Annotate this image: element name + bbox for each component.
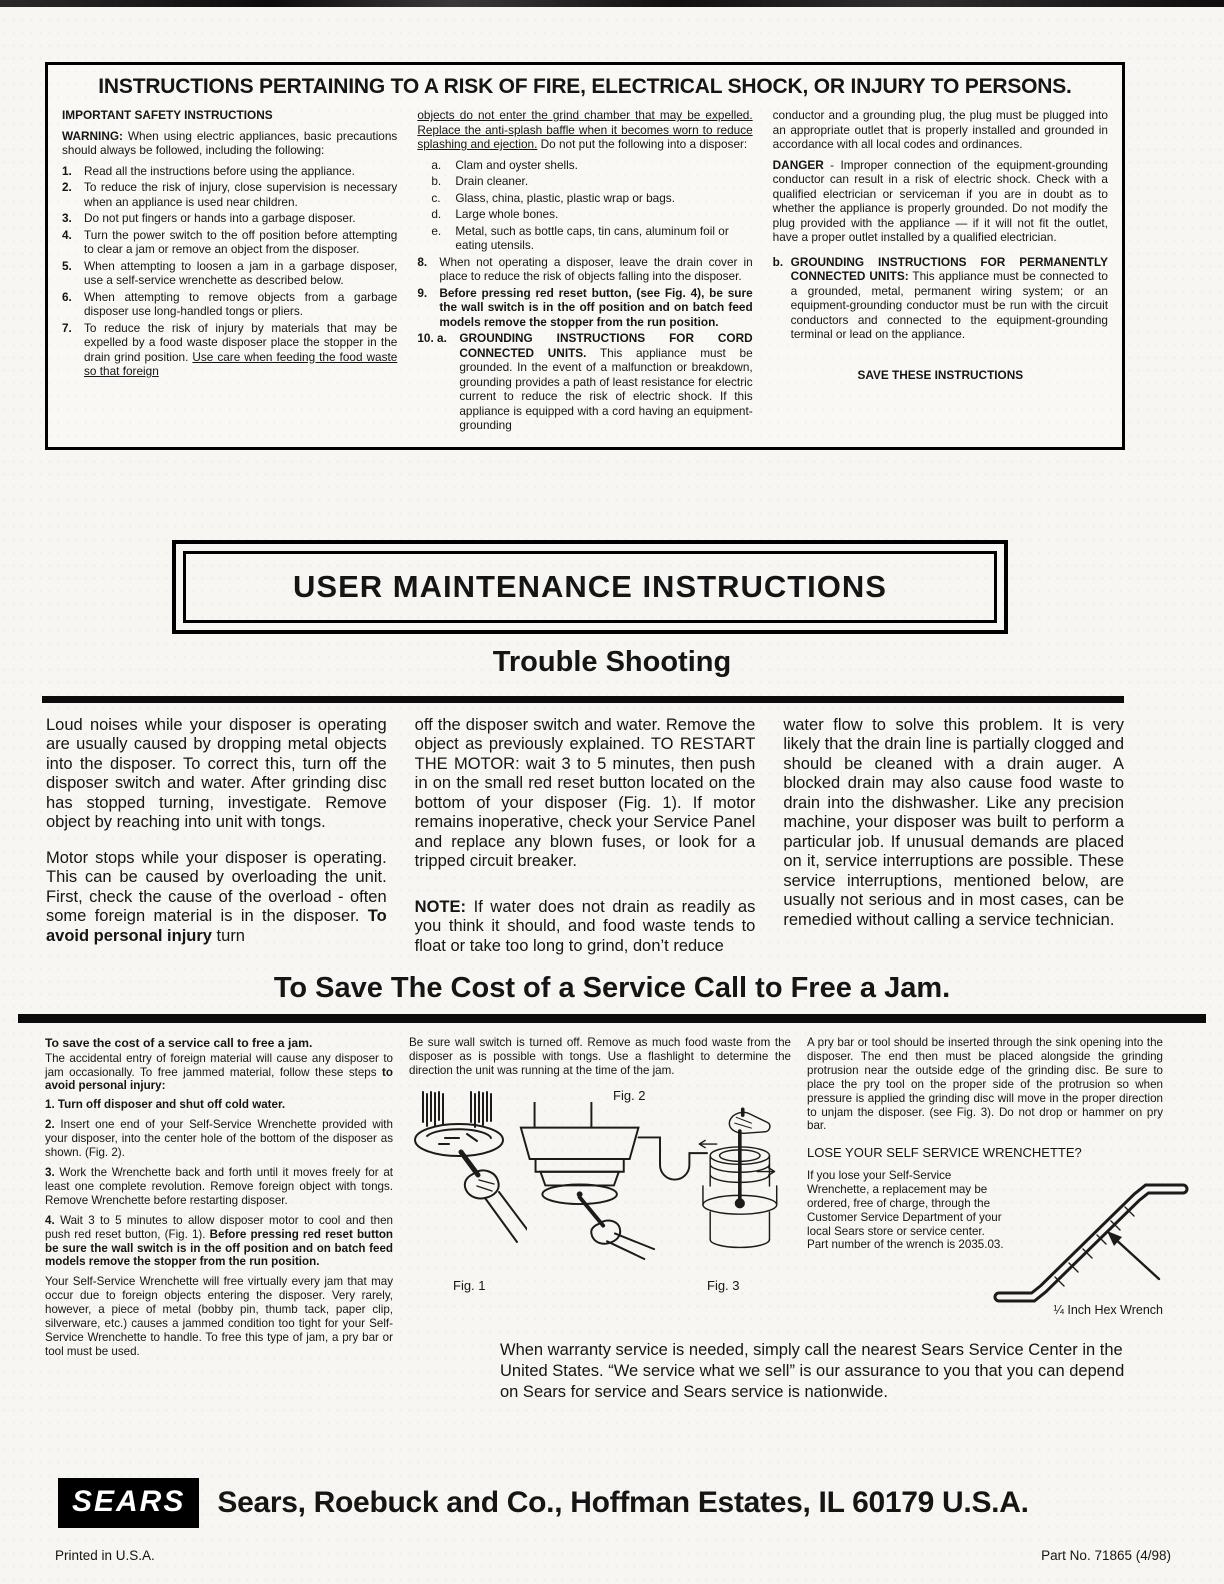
fig2-disposer-illustration <box>513 1102 709 1264</box>
letter: b. <box>431 174 442 188</box>
letter-text: Metal, such as bottle caps, tin cans, aluminum foil or eating utensils. <box>455 223 729 252</box>
motor-stops-tail: turn <box>211 926 245 945</box>
lead-underlined-text: objects do not enter the grind chamber that may be expelled. Replace the anti-splash baffle when it becomes worn to reduce splashing and ejection. <box>417 108 753 151</box>
letter-item-c <box>431 191 752 206</box>
trouble-col-3 <box>783 716 1124 972</box>
grounding-permanent-label: GROUNDING INSTRUCTIONS FOR PERMANENTLY CONNECTED UNITS: <box>790 254 1108 283</box>
item-text-underlined: Use care when feeding the food waste so that foreign <box>84 349 398 378</box>
warranty-paragraph: When warranty service is needed, simply call the nearest Sears Service Center in the United States. “We service what we sell” is our assurance to you that you can depend on Sears for service and Sears service is nationwide. <box>500 1341 1125 1402</box>
pry-bar-paragraph: A pry bar or tool should be inserted through the sink opening into the disposer. The end then must be placed alongside the grinding protrusion near the outside edge of the grinding disc. Be sure to place the pry tool on the proper side of the protrusion so when pressure is applied the grinding disc will move in the proper direction to unjam the disposer. (see Fig. 3). Do not drop or hammer on pry bar. <box>807 1036 1163 1133</box>
letter-item-d <box>431 207 752 222</box>
motor-stops-text: Motor stops while your disposer is operating. This can be caused by overloading the unit. First, check the cause of the overload - often some foreign material is in the disposer. <box>46 848 387 926</box>
safety-item-3 <box>62 211 397 226</box>
figures-area <box>409 1086 791 1304</box>
safety-instructions-box <box>45 62 1125 450</box>
step-text-bold: Before pressing red reset button be sure the wall switch is in the off position and on batch feed models remove the stopper from the run position. <box>45 1227 393 1269</box>
jam-step-1 <box>45 1098 393 1112</box>
step-number: 2. <box>45 1118 55 1132</box>
hex-wrench-label: ¼ Inch Hex Wrench <box>1053 1302 1163 1317</box>
lead-rest-text: Do not put the following into a disposer: <box>537 137 748 151</box>
warning-label: WARNING: <box>62 128 123 143</box>
item-number: 4. <box>62 227 72 242</box>
item-text-bold: Before pressing red reset button, (see Fig. 4), be sure the wall switch is in the off position and on batch feed models remove the stopper from the run position. <box>439 285 753 329</box>
safety-item-9 <box>417 286 752 330</box>
item-text: Read all the instructions before using the appliance. <box>84 163 355 178</box>
loud-noises-paragraph: Loud noises while your disposer is operating are usually caused by dropping metal objects into the disposer. To correct this, turn off the disposer switch and water. After grinding disc has stopped turning, investigate. Remove object by reaching into unit with tongs. <box>46 716 387 832</box>
item-text-plain: To reduce the risk of injury by materials that may be expelled by a food waste disposer place the stopper in the drain grind position. <box>84 320 398 364</box>
safety-item-1 <box>62 164 397 179</box>
item-text: Do not put fingers or hands into a garbage disposer. <box>84 211 356 225</box>
safety-item-4 <box>62 228 397 257</box>
safety-col-1 <box>62 108 397 435</box>
printed-in-usa: Printed in U.S.A. <box>55 1548 155 1563</box>
danger-text: - Improper connection of the equipment-grounding conductor can result in a risk of electric shock. Check with a qualified electrician or serviceman if you are in doubt as to whether the appliance is properly grounded. Do not modify the plug provided with the appliance — if it will not fit the outlet, have a proper outlet installed by a qualified electrician. <box>772 157 1108 244</box>
fig2-label: Fig. 2 <box>613 1087 646 1103</box>
item-text: Turn the power switch to the off position before attempting to clear a jam or remove an object from the disposer. <box>84 227 398 256</box>
section-rule <box>18 1014 1206 1023</box>
item-text: When not operating a disposer, leave the drain cover in place to reduce the risk of objects falling into the disposer. <box>439 254 753 283</box>
jam-col-3 <box>807 1036 1163 1364</box>
jam-section-title: To Save The Cost of a Service Call to Free a Jam. <box>273 972 951 1004</box>
page-footer <box>55 1548 1171 1563</box>
fig1-wrenchette-illustration <box>409 1090 527 1262</box>
lose-wrenchette-block <box>807 1169 1163 1324</box>
lose-wrenchette-heading: LOSE YOUR SELF SERVICE WRENCHETTE? <box>807 1145 1082 1161</box>
warning-paragraph <box>62 129 397 158</box>
jam-step-4 <box>45 1214 393 1270</box>
section-rule <box>42 696 1124 703</box>
letter: e. <box>431 223 442 238</box>
item-number: 9. <box>417 285 428 300</box>
avoid-injury-bold: To avoid personal injury <box>46 907 387 945</box>
letter: c. <box>431 190 441 205</box>
sears-address: Sears, Roebuck and Co., Hoffman Estates, IL 60179 U.S.A. <box>217 1486 1029 1519</box>
letter: a. <box>431 157 442 172</box>
trouble-shooting-columns <box>46 716 1124 972</box>
jam-step-2 <box>45 1118 393 1160</box>
jam-columns <box>45 1036 1163 1364</box>
letter-item-a <box>431 158 752 173</box>
grounding-cord-text: This appliance must be grounded. In the event of a malfunction or breakdown, grounding provides a path of least resistance for electric current to reduce the risk of electric shock. If this appliance is equipped with a cord having an equipment-grounding <box>459 345 753 432</box>
safety-item-6 <box>62 290 397 319</box>
trouble-shooting-title: Trouble Shooting <box>492 646 732 678</box>
letter-item-e <box>431 224 752 253</box>
step-text: Insert one end of your Self-Service Wrenchette provided with your disposer, into the center hole of the bottom of the disposer as shown. (Fig. 2). <box>45 1118 393 1160</box>
important-safety-heading: IMPORTANT SAFETY INSTRUCTIONS <box>62 108 273 122</box>
hex-wrench-figure <box>1005 1169 1163 1324</box>
grounding-permanent-text: This appliance must be connected to a grounded, metal, permanent wiring system; or an equipment-grounding conductor must be run with the circuit conductors and connected to the equipment-grounding terminal or lead on the appliance. <box>790 269 1108 341</box>
safety-title: INSTRUCTIONS PERTAINING TO A RISK OF FIRE, ELECTRICAL SHOCK, OR INJURY TO PERSONS. <box>98 75 1072 98</box>
lose-wrenchette-text: If you lose your Self-Service Wrenchette, a replacement may be ordered, free of charge, through the Customer Service Department of your local Sears store or service center. Part number of the wrench is 2035.03. <box>807 1168 1004 1252</box>
note-label: NOTE: <box>414 897 467 916</box>
part-number: Part No. 71865 (4/98) <box>1041 1548 1171 1563</box>
letter-text: Glass, china, plastic, plastic wrap or bags. <box>455 190 675 205</box>
safety-item-b <box>773 255 1108 342</box>
letter-text: Large whole bones. <box>455 207 559 221</box>
item-letter: b. <box>772 254 784 269</box>
safety-columns <box>62 108 1108 435</box>
jam-step-3 <box>45 1166 393 1208</box>
item-text <box>84 321 397 379</box>
user-maintenance-title: USER MAINTENANCE INSTRUCTIONS <box>183 551 997 623</box>
jam-intro-paragraph <box>45 1052 393 1094</box>
safety-item-5 <box>62 259 397 288</box>
item-text <box>791 255 1108 342</box>
step-number: 4. <box>45 1213 55 1227</box>
item-text: When attempting to remove objects from a garbage disposer use long-handled tongs or pliers. <box>84 289 398 318</box>
sears-row <box>58 1478 1029 1528</box>
save-these-instructions: SAVE THESE INSTRUCTIONS <box>857 367 1024 382</box>
letter-text: Drain cleaner. <box>455 174 529 188</box>
grind-chamber-paragraph <box>417 108 752 152</box>
step-text: Work the Wrenchette back and forth until it moves freely for at least one complete revolution. Remove foreign object with tongs. Remove Wrenchette before restarting disposer. <box>45 1165 393 1207</box>
trouble-col-1 <box>46 716 387 972</box>
item-text: When attempting to loosen a jam in a garbage disposer, use a self-service wrenchette as described below. <box>84 258 398 287</box>
item-text: To reduce the risk of injury, close supervision is necessary when an appliance is used near children. <box>84 180 398 209</box>
restart-motor-paragraph: off the disposer switch and water. Remove the object as previously explained. TO RESTART THE MOTOR: wait 3 to 5 minutes, then push in on the small red reset button located on the bottom of your disposer (Fig. 1). If motor remains inoperative, check your Service Panel and replace any blown fuses, or look for a tripped circuit breaker. <box>414 716 756 871</box>
jam-col-1 <box>45 1036 393 1364</box>
step-number: 3. <box>45 1165 55 1179</box>
sears-logo: SEARS <box>58 1478 199 1528</box>
step-number: 1. <box>45 1098 55 1112</box>
note-text: If water does not drain as readily as you think it should, and food waste tends to float or take too long to grind, don’t reduce <box>414 897 756 955</box>
jam-intro-bold: to avoid personal injury: <box>45 1065 393 1093</box>
item-number: 8. <box>417 254 428 269</box>
item-number: 2. <box>62 180 72 194</box>
letter-text: Clam and oyster shells. <box>455 157 578 172</box>
warning-text: When using electric appliances, basic precautions should always be followed, including the following: <box>62 128 398 157</box>
item-text <box>459 331 752 433</box>
fig1-label: Fig. 1 <box>453 1277 486 1293</box>
item-number: 3. <box>62 211 72 225</box>
jam-closing-paragraph: Your Self-Service Wrenchette will free virtually every jam that may occur due to foreign objects entering the disposer. Very rarely, however, a piece of metal (bobby pin, thumb tack, paper clip, silverware, etc.) causes a jammed condition too tight for your Self-Service Wrenchette to handle. To free this type of jam, a pry bar or tool must be used. <box>45 1275 393 1358</box>
water-flow-paragraph: water flow to solve this problem. It is very likely that the drain line is partially clogged and should be cleaned with a drain auger. A blocked drain may also cause food waste to drain into the dishwasher. Like any precision machine, your disposer was built to perform a particular job. If unusual demands are placed on it, service interruptions are possible. These service interruptions, mentioned below, are usually not serious and in most cases, can be remedied without calling a service technician. <box>783 716 1125 929</box>
wall-switch-paragraph: Be sure wall switch is turned off. Remove as much food waste from the disposer as is possible with tongs. Use a flashlight to determine the direction the unit was running at the time of the jam. <box>409 1036 791 1077</box>
item-number: 5. <box>62 258 72 273</box>
scan-artifact-bar <box>0 0 1224 7</box>
conductor-paragraph: conductor and a grounding plug, the plug must be plugged into an appropriate outlet that is properly installed and grounded in accordance with all local codes and ordinances. <box>772 108 1108 151</box>
item-number: 7. <box>62 320 72 335</box>
fig3-label: Fig. 3 <box>707 1277 740 1293</box>
grounding-cord-label: GROUNDING INSTRUCTIONS FOR CORD CONNECTED UNITS. <box>459 331 753 360</box>
item-number: 1. <box>62 163 72 178</box>
safety-col-2 <box>417 108 752 435</box>
safety-col-3 <box>773 108 1108 435</box>
hex-wrench-illustration <box>987 1155 1197 1320</box>
step-text-bold: Turn off disposer and shut off cold water. <box>57 1098 286 1112</box>
letter: d. <box>431 207 442 221</box>
item-number: 10. a. <box>417 331 447 345</box>
motor-stops-paragraph <box>46 849 387 946</box>
user-maintenance-banner <box>172 540 1008 634</box>
letter-item-b <box>431 174 752 189</box>
safety-item-7 <box>62 321 397 379</box>
prohibited-items-list <box>417 158 752 253</box>
fig3-prybar-illustration <box>695 1080 789 1292</box>
trouble-col-2 <box>415 716 756 972</box>
safety-item-10a <box>417 331 752 433</box>
jam-intro-text: The accidental entry of foreign material will cause any disposer to jam occasionally. To free jammed material, follow these steps <box>45 1051 393 1079</box>
item-number: 6. <box>62 289 72 304</box>
danger-paragraph <box>773 158 1108 245</box>
step-text: Wait 3 to 5 minutes to allow disposer motor to cool and then push red reset button, (Fig. 1). <box>45 1213 393 1241</box>
safety-item-2 <box>62 180 397 209</box>
note-paragraph <box>415 898 756 956</box>
safety-item-8 <box>417 255 752 284</box>
danger-label: DANGER <box>772 157 824 172</box>
jam-col-2 <box>409 1036 791 1364</box>
jam-subheading: To save the cost of a service call to free a jam. <box>45 1036 313 1050</box>
